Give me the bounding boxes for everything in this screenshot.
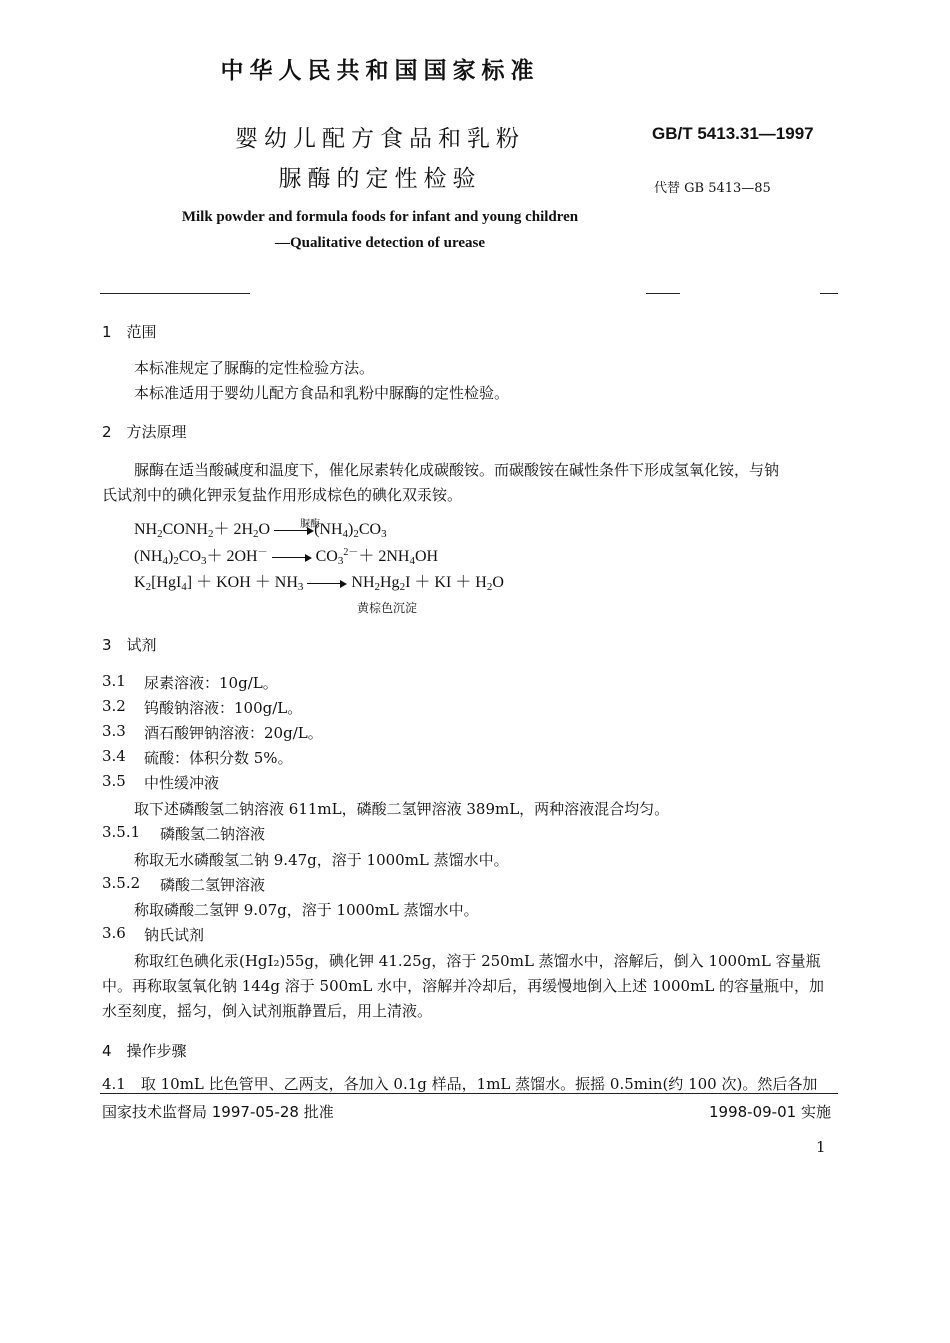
reagent-3-5-1-num: 3.5.1 — [102, 823, 141, 841]
equation-1: $NH_2CONH_2+ 2H_2O$ 脲酶 $(NH_4)_2CO_3$ — [134, 516, 387, 540]
reagent-3-5-body: 取下述磷酸氢二钠溶液 611mL，磷酸二氢钾溶液 389mL，两种溶液混合均匀。 — [134, 800, 670, 818]
section-4-heading: 4 操作步骤 — [102, 1042, 187, 1060]
reagent-3-5-2-num: 3.5.2 — [102, 874, 141, 892]
approval-info: 国家技术监督局 1997-05-28 批准 — [102, 1103, 334, 1121]
reagent-3-5-2-title: 磷酸二氢钾溶液 — [160, 876, 266, 894]
reagent-3-1-num: 3.1 — [102, 672, 126, 690]
header-rule-left — [100, 293, 250, 294]
step-4-1-line: 4.1 取 10mL 比色管甲、乙两支，各加入 0.1g 样品，1mL 蒸馏水。振摇 0.5min(约 100 次)。然后各加 — [102, 1075, 818, 1093]
equation-3: $K_2[HgI_4]$ ＋ KOH ＋ $NH_3$ $NH_2Hg_2I$ ＋ KI ＋ $H_2O$ — [134, 574, 504, 593]
catalyst-label: 脲酶 — [300, 519, 321, 531]
reaction-arrow-icon — [272, 552, 312, 562]
footer-rule — [100, 1093, 838, 1094]
reagent-3-6-num: 3.6 — [102, 924, 126, 942]
reagent-3-5-1-title: 磷酸氢二钠溶液 — [160, 825, 266, 843]
reagent-3-5-num: 3.5 — [102, 772, 126, 790]
replaces-standard: 代替 GB 5413—85 — [654, 181, 771, 196]
reagent-3-5-2-body: 称取磷酸二氢钾 9.07g，溶于 1000mL 蒸馏水中。 — [134, 901, 479, 919]
equation-2: $(NH_4)_2CO_3+ 2OH^-$ $CO_3^{2-}+ 2NH_4OH$ — [134, 547, 439, 567]
reagent-3-3-num: 3.3 — [102, 722, 126, 740]
section-3-heading: 3 试剂 — [102, 636, 157, 654]
reagent-3-6-line3: 水至刻度，摇匀，倒入试剂瓶静置后，用上清液。 — [102, 1002, 433, 1020]
reagent-3-6-line2: 中。再称取氢氧化钠 144g 溶于 500mL 水中，溶解并冷却后，再缓慢地倒入上述 1000mL 的容量瓶中，加 — [102, 977, 825, 995]
section-2-heading: 2 方法原理 — [102, 423, 187, 441]
reagent-3-6-title: 钠氏试剂 — [144, 926, 205, 944]
reagent-3-5-text: 中性缓冲液 — [144, 774, 220, 792]
reagent-3-1-text: 尿素溶液：10g/L。 — [144, 674, 278, 692]
title-en-line1: Milk powder and formula foods for infant and young children — [181, 209, 579, 225]
title-en-line2: —Qualitative detection of urease — [274, 235, 486, 251]
issuing-org: 中华人民共和国国家标准 — [220, 58, 540, 84]
standard-number: GB/T 5413.31—1997 — [652, 124, 814, 143]
reagent-3-2-text: 钨酸钠溶液：100g/L。 — [144, 699, 303, 717]
reagent-3-6-line1: 称取红色碘化汞(HgI₂)55g，碘化钾 41.25g，溶于 250mL 蒸馏水中，溶解后，倒入 1000mL 容量瓶 — [134, 952, 821, 970]
section-1-para-1: 本标准规定了脲酶的定性检验方法。 — [134, 359, 375, 377]
section-2-para-line1: 脲酶在适当酸碱度和温度下，催化尿素转化成碳酸铵。而碳酸铵在碱性条件下形成氢氧化铵，与钠 — [134, 461, 780, 479]
precipitate-note: 黄棕色沉淀 — [357, 601, 418, 615]
title-cn-line2: 脲酶的定性检验 — [278, 166, 482, 192]
effective-date: 1998-09-01 实施 — [709, 1103, 831, 1121]
page-number: 1 — [816, 1138, 826, 1156]
reagent-3-2-num: 3.2 — [102, 697, 126, 715]
reaction-arrow-icon — [307, 578, 347, 588]
reagent-3-4-num: 3.4 — [102, 747, 126, 765]
reagent-3-3-text: 酒石酸钾钠溶液：20g/L。 — [144, 724, 323, 742]
reagent-3-4-text: 硫酸：体积分数 5%。 — [144, 749, 293, 767]
header-rule-right — [820, 293, 838, 294]
title-cn-line1: 婴幼儿配方食品和乳粉 — [235, 126, 525, 152]
header-rule-mid — [646, 293, 680, 294]
section-2-para-line2: 氏试剂中的碘化钾汞复盐作用形成棕色的碘化双汞铵。 — [102, 486, 463, 504]
reagent-3-5-1-body: 称取无水磷酸氢二钠 9.47g，溶于 1000mL 蒸馏水中。 — [134, 851, 509, 869]
section-1-para-2: 本标准适用于婴幼儿配方食品和乳粉中脲酶的定性检验。 — [134, 384, 510, 402]
reaction-arrow-icon — [274, 519, 321, 535]
section-1-heading: 1 范围 — [102, 323, 157, 341]
